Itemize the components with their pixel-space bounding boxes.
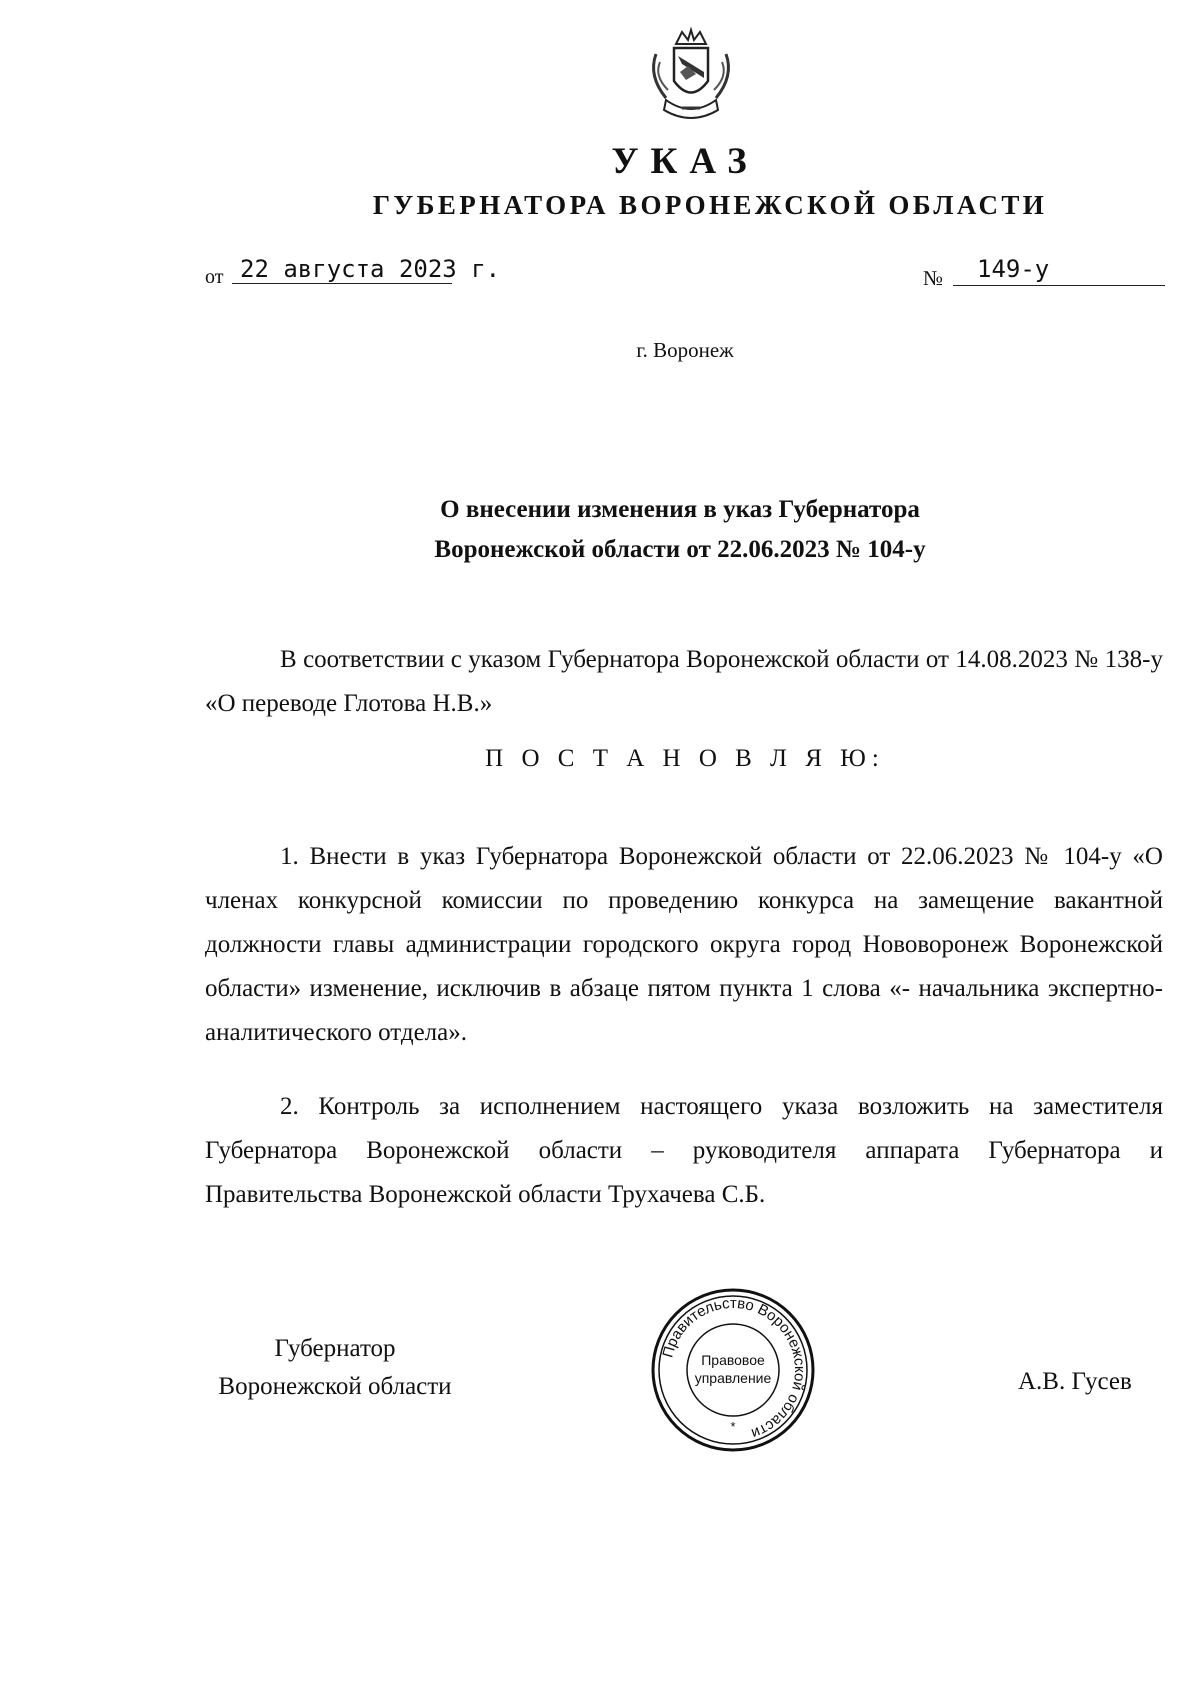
stamp-outer-text: Правительство Воронежской области	[659, 1294, 809, 1442]
document-subject	[330, 490, 1030, 570]
document-subtitle: ГУБЕРНАТОРА ВОРОНЕЖСКОЙ ОБЛАСТИ	[372, 190, 1048, 220]
stamp-star: *	[730, 1419, 736, 1434]
official-stamp	[648, 1285, 818, 1455]
stamp-inner-line-1: Правовое	[701, 1352, 765, 1368]
subject-line-1: О внесении изменения в указ Губернатора	[440, 496, 920, 523]
item-2-paragraph: 2. Контроль за исполнением настоящего указа возложить на заместителя Губернатора Воронежской области – руководителя аппарата Губернатора и Правительства Воронежской области Трухачева С.Б.	[205, 1093, 1163, 1208]
date-prefix: от	[205, 266, 224, 288]
coat-of-arms-icon	[626, 26, 756, 126]
stamp-inner-line-2: управление	[694, 1370, 772, 1386]
position-line-1: Губернатор	[274, 1335, 396, 1362]
number-prefix: №	[923, 266, 944, 290]
document-number: 149-у	[977, 255, 1050, 283]
item-1-paragraph: 1. Внести в указ Губернатора Воронежской области от 22.06.2023 № 104-у «О членах конкурсной комиссии по проведению конкурса на замещение вакантной должности главы администрации городского округа город Нововоронеж Воронежской области» изменение, исключив в абзаце пятом пункта 1 слова «- начальника экспертно-аналитического отдела».	[205, 843, 1163, 1046]
date-underline	[232, 283, 452, 284]
city-label: г. Воронеж	[636, 338, 734, 362]
document-date: 22 августа 2023 г.	[240, 255, 501, 283]
position-line-2: Воронежской области	[218, 1373, 452, 1400]
document-title: УКАЗ	[611, 141, 759, 182]
signatory-position	[200, 1330, 470, 1406]
preamble-paragraph: В соответствии с указом Губернатора Воронежской области от 14.08.2023 № 138-у «О переводе Глотова Н.В.»	[205, 646, 1163, 717]
decree-word: П О С Т А Н О В Л Я Ю:	[485, 745, 885, 772]
number-underline	[953, 285, 1165, 286]
subject-line-2: Воронежской области от 22.06.2023 № 104-у	[434, 536, 926, 563]
signatory-name: А.В. Гусев	[1018, 1368, 1132, 1395]
